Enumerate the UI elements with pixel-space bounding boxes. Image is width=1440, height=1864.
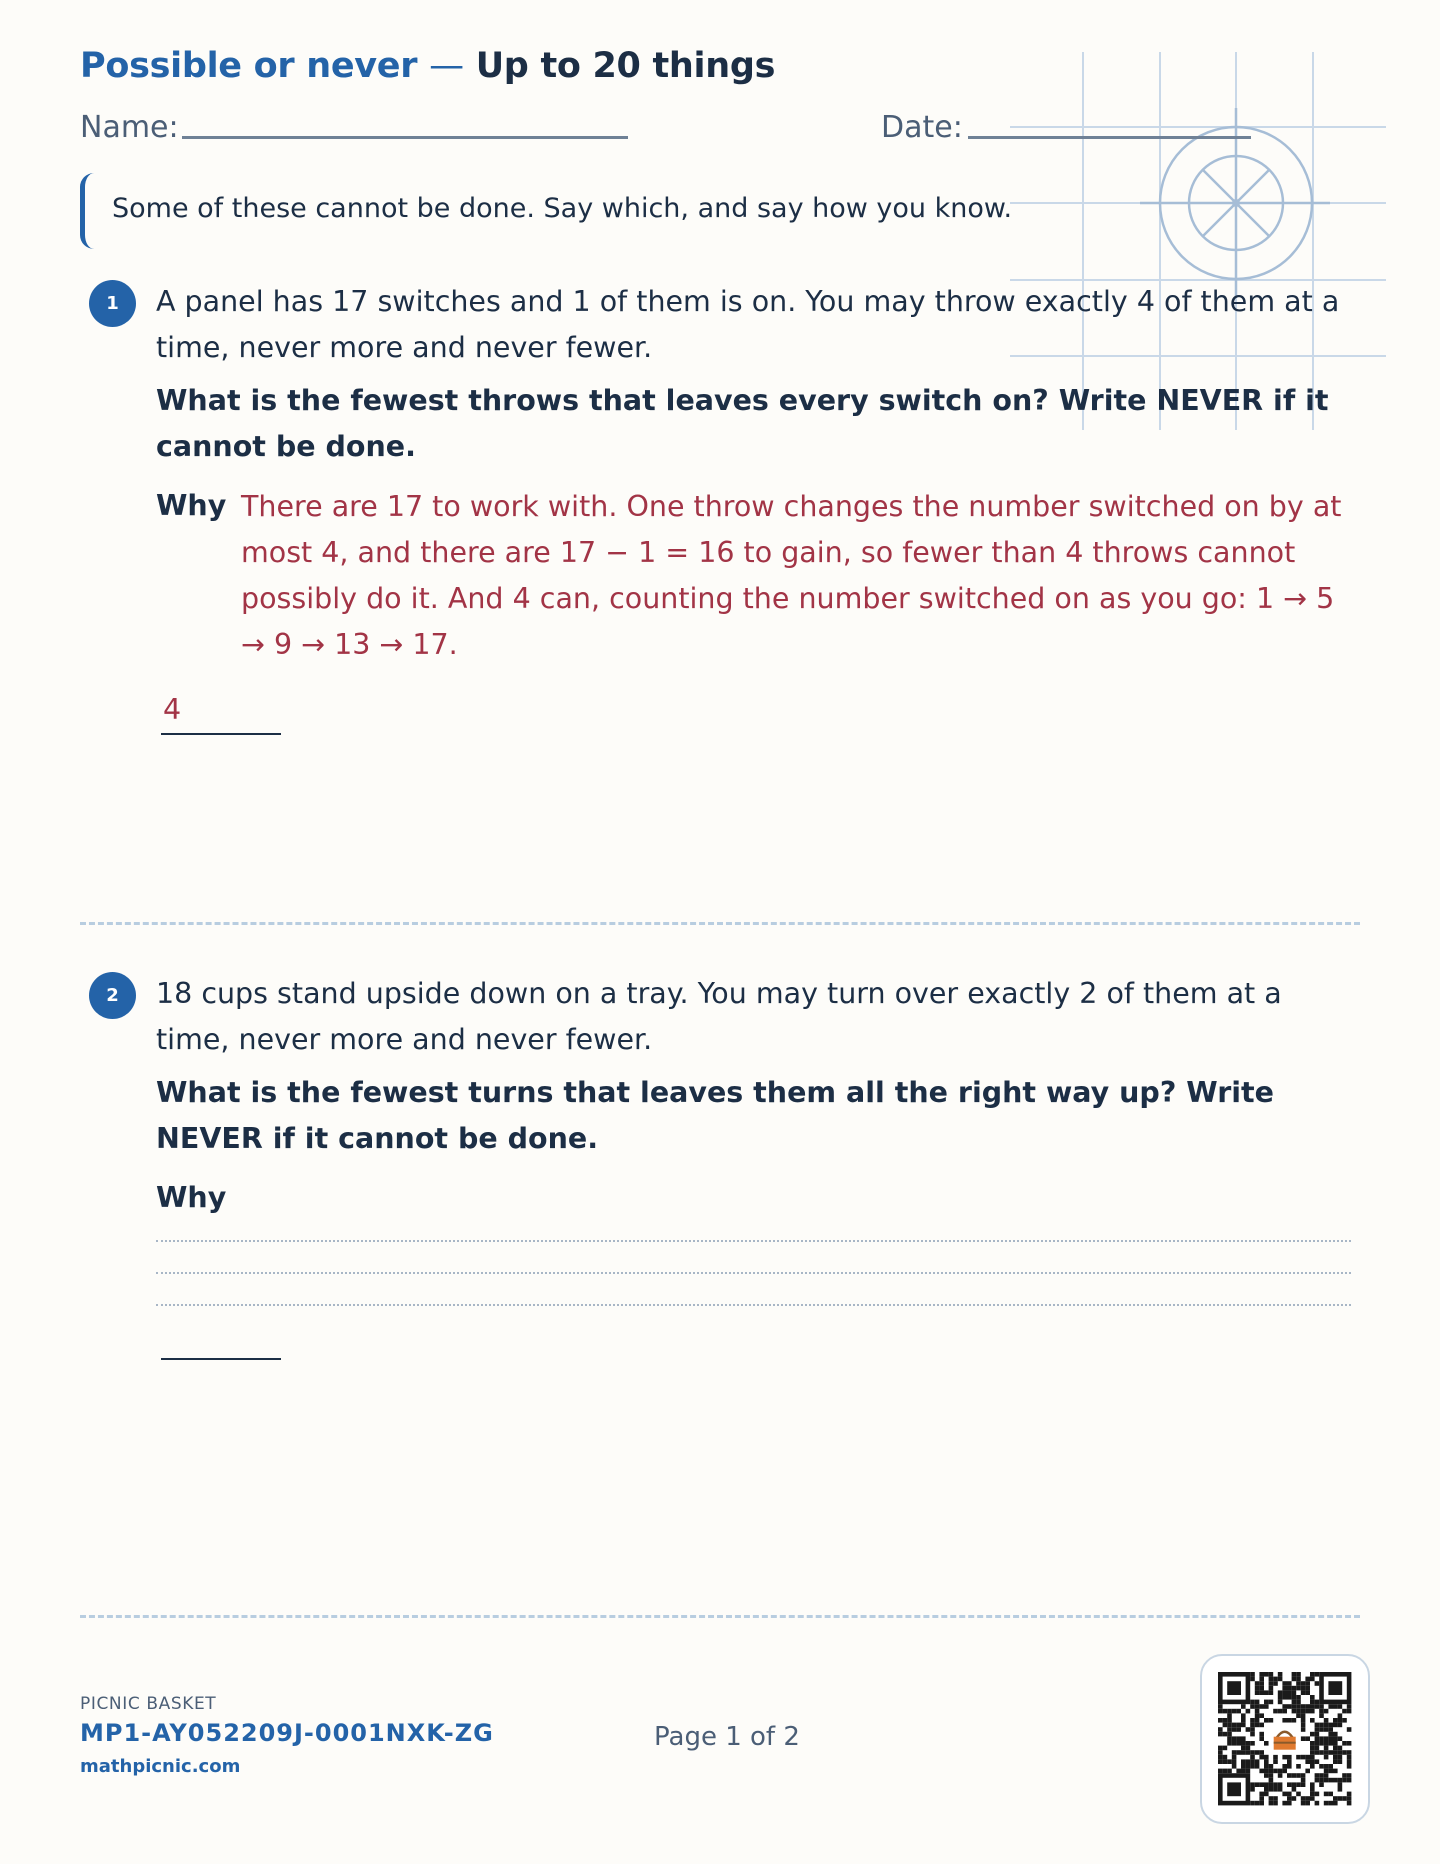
site-link[interactable]: mathpicnic.com	[80, 1756, 241, 1777]
problem-question: What is the fewest turns that leaves them all the right way up? Write NEVER if it cannot be done.	[156, 1076, 1274, 1155]
writing-line[interactable]	[156, 1272, 1351, 1274]
qr-code-image	[1202, 1656, 1368, 1822]
instruction-text: Some of these cannot be done. Say which, and say how you know.	[112, 193, 1013, 224]
problem-text: 18 cups stand upside down on a tray. You may turn over exactly 2 of them at a time, never more and never fewer.	[156, 977, 1282, 1056]
why-label: Why	[156, 489, 227, 522]
page-title	[80, 46, 775, 86]
problem-number-badge: 1	[89, 280, 136, 327]
brand-label: PICNIC BASKET	[80, 1694, 217, 1714]
worksheet-code: MP1-AY052209J-0001NXK-ZG	[80, 1719, 494, 1747]
name-field[interactable]	[182, 136, 628, 139]
name-label: Name:	[80, 110, 179, 145]
qr-code	[1200, 1654, 1370, 1824]
title-topic: Possible or never	[80, 46, 418, 86]
why-label: Why	[156, 1181, 227, 1214]
answer-line[interactable]	[161, 1358, 281, 1360]
date-label: Date:	[881, 110, 963, 145]
why-explanation: There are 17 to work with. One throw changes the number switched on by at most 4, and there are 17 − 1 = 16 to gain, so fewer than 4 throws cannot possibly do it. And 4 can, counting the number switched on as you go: 1 → 5 → 9 → 13 → 17.	[241, 490, 1342, 661]
title-subtitle: Up to 20 things	[475, 46, 776, 86]
title-dash: —	[429, 46, 464, 86]
problem-question: What is the fewest throws that leaves every switch on? Write NEVER if it cannot be done.	[156, 384, 1329, 463]
writing-line[interactable]	[156, 1304, 1351, 1306]
date-field[interactable]	[968, 136, 1251, 139]
problem-text: A panel has 17 switches and 1 of them is on. You may throw exactly 4 of them at a time, never more and never fewer.	[156, 285, 1340, 364]
page-number: Page 1 of 2	[654, 1722, 800, 1752]
section-divider	[80, 922, 1360, 925]
writing-line[interactable]	[156, 1240, 1351, 1242]
answer-value: 4	[163, 693, 182, 726]
problem-number-badge: 2	[89, 972, 136, 1019]
instruction-accent	[80, 173, 99, 249]
footer-divider	[80, 1615, 1360, 1618]
answer-line[interactable]	[161, 733, 281, 735]
